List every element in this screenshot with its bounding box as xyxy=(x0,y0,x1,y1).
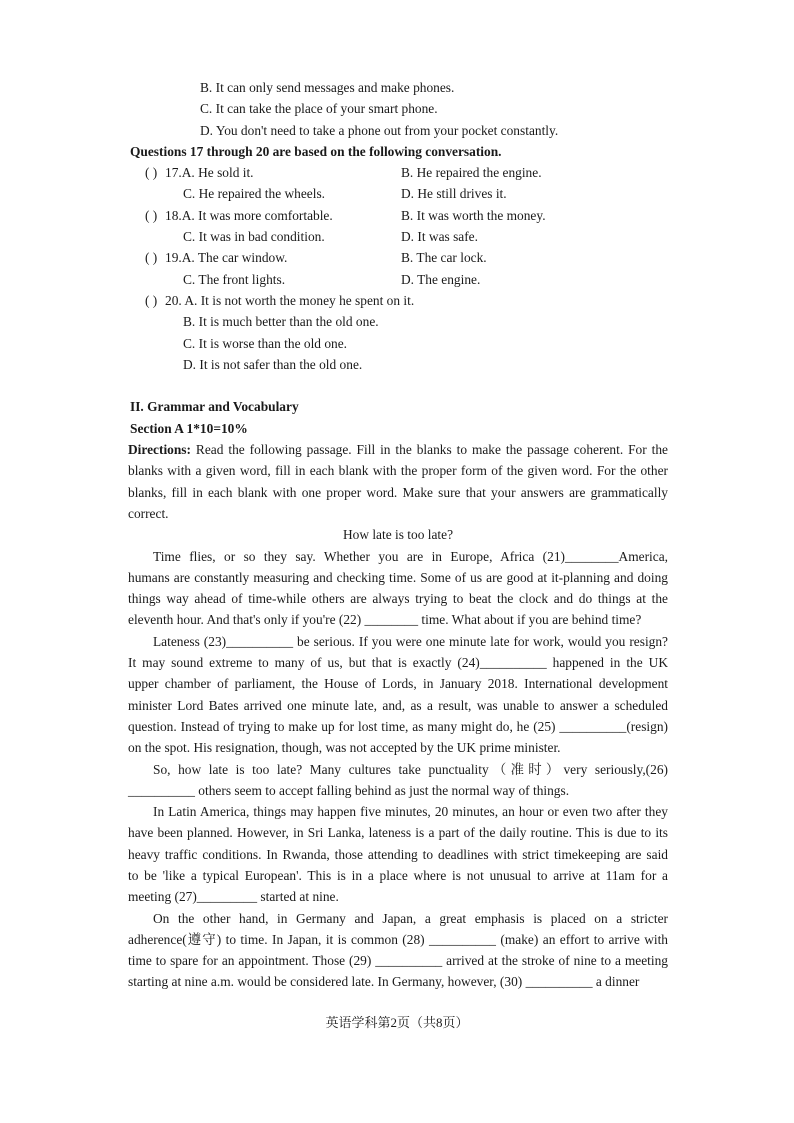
passage-line: starting at nine a.m. would be considered late. In Germany, however, (30) __________ a dinner xyxy=(128,974,640,990)
option-c: C. The front lights. xyxy=(183,271,286,287)
passage-line: It may sound extreme to many of us, but that is exactly (24)__________ happened in the UK xyxy=(128,655,668,671)
passage-line: on the spot. His resignation, though, was not accepted by the UK prime minister. xyxy=(128,740,561,756)
directions xyxy=(128,439,668,524)
passage-line: minister Lord Bates arrived one minute late, and, as a result, was unable to answer a scheduled xyxy=(128,697,668,713)
option-a: 17.A. He sold it. xyxy=(165,165,254,181)
answer-paren[interactable]: ( ) xyxy=(145,292,158,308)
directions-line: blanks, fill in each blank with one proper word. Make sure that your answers are grammatically xyxy=(128,484,668,500)
option-b: B. It is much better than the old one. xyxy=(183,314,379,330)
passage-line: On the other hand, in Germany and Japan, a great emphasis is placed on a stricter xyxy=(153,910,668,926)
passage-line: time to spare for an appointment. Those (29) __________ arrived at the stroke of nine to a meeting xyxy=(128,953,668,969)
section-title: II. Grammar and Vocabulary xyxy=(130,399,299,415)
questions-17-19 xyxy=(0,162,794,290)
passage-line: __________ others seem to accept falling behind as just the normal way of things. xyxy=(128,782,570,798)
option-a: 18.A. It was more comfortable. xyxy=(165,207,333,223)
passage-line: So, how late is too late? Many cultures take punctuality（准时）very seriously,(26) xyxy=(153,761,668,777)
page-footer: 英语学科第2页（共8页） xyxy=(325,1015,469,1030)
passage-line: Lateness (23)__________ be serious. If you were one minute late for work, would you resign? xyxy=(153,633,668,649)
option-a: 19.A. The car window. xyxy=(165,250,288,266)
option-a: 20. A. It is not worth the money he spent on it. xyxy=(165,292,415,308)
option-b: B. The car lock. xyxy=(401,250,487,266)
passage xyxy=(128,546,668,993)
option-d: D. It is not safer than the old one. xyxy=(183,356,363,372)
passage-line: have been planned. However, in Sri Lanka, lateness is a part of the daily routine. This is due to its xyxy=(128,825,668,841)
passage-line: heavy traffic conditions. In Rwanda, those attending to deadlines with strict timekeeping are said xyxy=(128,846,668,862)
exam-page xyxy=(0,77,794,993)
answer-paren[interactable]: ( ) xyxy=(145,207,158,223)
option-d: D. It was safe. xyxy=(401,229,478,245)
question-20 xyxy=(0,290,794,311)
option-c: C. He repaired the wheels. xyxy=(183,186,326,202)
directions-line: Read the following passage. Fill in the blanks to make the passage coherent. For the xyxy=(190,442,668,458)
passage-line: things way ahead of time-while others are always trying to beat the clock and do things at the xyxy=(128,591,668,607)
question-18 xyxy=(0,205,794,226)
directions-line: correct. xyxy=(128,505,169,521)
passage-line: upper chamber of parliament, the House of Lords, in January 2018. International development xyxy=(128,676,668,692)
option-b: B. It was worth the money. xyxy=(401,207,546,223)
section-subtitle: Section A 1*10=10% xyxy=(130,420,248,436)
directions-line: blanks with a given word, fill in each blank with the proper form of the given word. For the other xyxy=(128,463,668,479)
passage-line: humans are constantly measuring and checking time. Some of us are good at it-planning and doing xyxy=(128,569,668,585)
option-d: D. The engine. xyxy=(401,271,481,287)
option-16b: B. It can only send messages and make phones. xyxy=(200,80,455,95)
question-19 xyxy=(0,247,794,268)
passage-title: How late is too late? xyxy=(342,527,454,543)
option-16d: D. You don't need to take a phone out from your pocket constantly. xyxy=(200,122,559,138)
option-16c: C. It can take the place of your smart phone. xyxy=(200,101,438,117)
passage-line: Time flies, or so they say. Whether you are in Europe, Africa (21)________America, xyxy=(153,548,668,564)
passage-line: adherence(遵守) to time. In Japan, it is common (28) __________ (make) an effort to arrive with xyxy=(128,931,668,947)
passage-line: meeting (27)_________ started at nine. xyxy=(128,889,339,905)
option-d: D. He still drives it. xyxy=(401,186,507,202)
option-b: B. He repaired the engine. xyxy=(401,165,542,181)
passage-line: to be 'like a typical European'. This is in a place where is not unusual to arrive at 11am for a xyxy=(128,867,668,883)
passage-line: question. Instead of trying to make up for lost time, as many might do, he (25) __________(resign) xyxy=(128,718,668,734)
question-17 xyxy=(0,162,794,183)
passage-line: In Latin America, things may happen five minutes, 20 minutes, an hour or even two after they xyxy=(153,804,668,820)
option-c: C. It was in bad condition. xyxy=(183,229,325,245)
conversation-header: Questions 17 through 20 are based on the following conversation. xyxy=(130,143,502,159)
option-c: C. It is worse than the old one. xyxy=(183,335,348,351)
directions-label: Directions: xyxy=(128,442,191,458)
answer-paren[interactable]: ( ) xyxy=(145,165,158,181)
answer-paren[interactable]: ( ) xyxy=(145,250,158,266)
passage-line: eleventh hour. And that's only if you're (22) ________ time. What about if you are behind time? xyxy=(128,612,642,628)
